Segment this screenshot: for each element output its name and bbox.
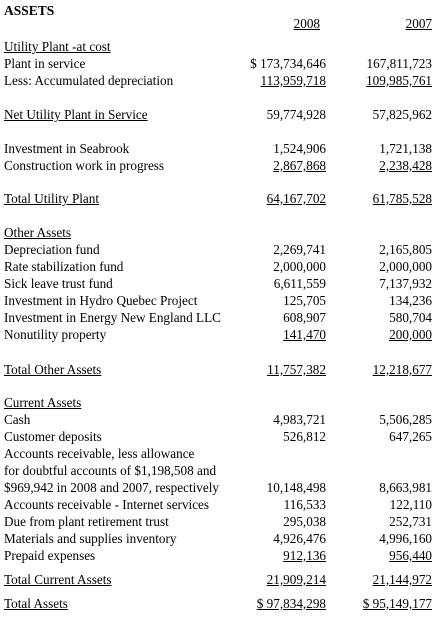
value-2007: 580,704 <box>389 310 432 325</box>
row-label: Cash <box>4 412 31 427</box>
row-label: Prepaid expenses <box>4 548 96 563</box>
value-2007: 956,440 <box>389 548 432 563</box>
row-total-assets <box>0 595 440 612</box>
value-2008: 2,269,741 <box>273 242 326 257</box>
value-2008: 912,136 <box>283 548 326 563</box>
row-label: Accounts receivable - Internet services <box>4 497 210 512</box>
row-label: Investment in Hydro Quebec Project <box>4 293 198 308</box>
row-label: $969,942 in 2008 and 2007, respectively <box>4 480 219 495</box>
row-net-utility-plant <box>0 106 440 123</box>
row-ar-internet <box>0 496 440 513</box>
row-seabrook <box>0 140 440 157</box>
row-label: Due from plant retirement trust <box>4 514 169 529</box>
value-2008: 64,167,702 <box>266 191 326 206</box>
value-2007: 109,985,761 <box>366 73 432 88</box>
value-2007: 7,137,932 <box>379 276 432 291</box>
value-2008: $ 173,734,646 <box>250 56 326 71</box>
value-2008: 4,926,476 <box>273 531 326 546</box>
row-construction-wip <box>0 157 440 174</box>
value-2007: 2,238,428 <box>379 158 432 173</box>
row-nonutility-property <box>0 326 440 343</box>
value-2008: 526,812 <box>283 429 326 444</box>
row-label: for doubtful accounts of $1,198,508 and <box>4 463 217 478</box>
row-label: Plant in service <box>4 56 86 71</box>
row-label: Total Other Assets <box>4 362 102 377</box>
value-2007: 4,996,160 <box>379 531 432 546</box>
value-2008: 6,611,559 <box>273 276 326 291</box>
section-current-assets <box>0 394 440 411</box>
row-total-other-assets <box>0 361 440 378</box>
value-2007: 21,144,972 <box>372 572 432 587</box>
value-2007: 2,165,805 <box>379 242 432 257</box>
section-utility-plant <box>0 38 440 55</box>
value-2008: $ 97,834,298 <box>256 596 326 611</box>
value-2008: 608,907 <box>283 310 326 325</box>
row-label: Investment in Energy New England LLC <box>4 310 221 325</box>
row-label: Total Current Assets <box>4 572 112 587</box>
value-2007: 200,000 <box>389 327 432 342</box>
row-ar-line1 <box>0 445 440 462</box>
row-plant-in-service <box>0 55 440 72</box>
value-2007: 8,663,981 <box>379 480 432 495</box>
row-label: Less: Accumulated depreciation <box>4 73 174 88</box>
value-2008: 1,524,906 <box>273 141 326 156</box>
row-depreciation-fund <box>0 241 440 258</box>
value-2008: 2,000,000 <box>273 259 326 274</box>
value-2007: 2,000,000 <box>379 259 432 274</box>
row-label: Other Assets <box>4 225 72 240</box>
value-2007: 12,218,677 <box>372 362 432 377</box>
value-2007: 1,721,138 <box>379 141 432 156</box>
year-header-2008: 2008 <box>293 16 320 31</box>
value-2007: 61,785,528 <box>372 191 432 206</box>
row-label: Net Utility Plant in Service <box>4 107 148 122</box>
row-label: Utility Plant -at cost <box>4 39 111 54</box>
row-customer-deposits <box>0 428 440 445</box>
row-label: Nonutility property <box>4 327 107 342</box>
row-label: Depreciation fund <box>4 242 100 257</box>
row-label: Total Utility Plant <box>4 191 100 206</box>
value-2007: 122,110 <box>389 497 432 512</box>
value-2008: 295,038 <box>283 514 326 529</box>
value-2008: 2,867,868 <box>273 158 326 173</box>
value-2007: 5,506,285 <box>379 412 432 427</box>
section-other-assets <box>0 224 440 241</box>
value-2008: 11,757,382 <box>267 362 326 377</box>
value-2007: 57,825,962 <box>372 107 432 122</box>
row-ar-line2 <box>0 462 440 479</box>
row-label: Materials and supplies inventory <box>4 531 177 546</box>
row-sick-leave <box>0 275 440 292</box>
year-header-2007: 2007 <box>405 16 432 31</box>
value-2008: 21,909,214 <box>266 572 326 587</box>
value-2008: 141,470 <box>283 327 326 342</box>
row-accumulated-depreciation <box>0 72 440 89</box>
value-2008: 113,959,718 <box>260 73 326 88</box>
value-2008: 10,148,498 <box>266 480 326 495</box>
row-energy-new-england <box>0 309 440 326</box>
value-2008: 59,774,928 <box>266 107 326 122</box>
row-label: Sick leave trust fund <box>4 276 113 291</box>
value-2008: 125,705 <box>283 293 326 308</box>
row-label: Construction work in progress <box>4 158 165 173</box>
row-ar-line3 <box>0 479 440 496</box>
value-2007: $ 95,149,177 <box>362 596 432 611</box>
value-2008: 4,983,721 <box>273 412 326 427</box>
row-materials-inventory <box>0 530 440 547</box>
row-prepaid-expenses <box>0 547 440 564</box>
row-label: Investment in Seabrook <box>4 141 130 156</box>
row-label: Rate stabilization fund <box>4 259 124 274</box>
value-2007: 647,265 <box>389 429 432 444</box>
row-total-utility-plant <box>0 190 440 207</box>
value-2007: 252,731 <box>389 514 432 529</box>
row-label: Total Assets <box>4 596 68 611</box>
value-2007: 167,811,723 <box>366 56 432 71</box>
row-cash <box>0 411 440 428</box>
row-label: Customer deposits <box>4 429 102 444</box>
page-title: ASSETS <box>4 3 55 18</box>
row-label: Current Assets <box>4 395 82 410</box>
row-label: Accounts receivable, less allowance <box>4 446 195 461</box>
row-total-current-assets <box>0 571 440 588</box>
row-hydro-quebec <box>0 292 440 309</box>
value-2008: 116,533 <box>283 497 326 512</box>
value-2007: 134,236 <box>389 293 432 308</box>
row-rate-stabilization <box>0 258 440 275</box>
row-due-retirement-trust <box>0 513 440 530</box>
